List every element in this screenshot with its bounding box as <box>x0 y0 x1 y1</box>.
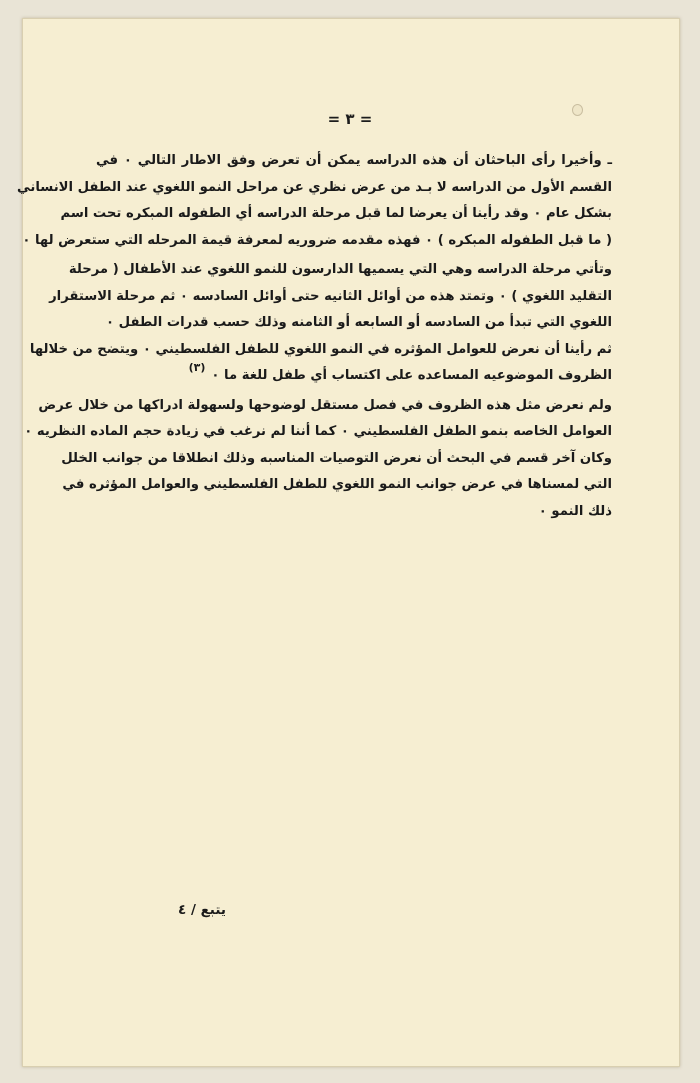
page-number: = ٣ = <box>327 110 373 128</box>
text-line: وكان آخر قسم في البحث أن نعرض التوصيات المناسبه وذلك انطلاقا من جوانب الخلل <box>61 450 612 466</box>
text-line: وتأتي مرحلة الدراسه وهي التي يسميها الدارسون للنمو اللغوي عند الأطفال ( مرحلة <box>68 262 612 277</box>
text-line: ( ما قبل الطفوله المبكره ) ٠ فهذه مقدمه ضروريه لمعرفة قيمة المرحله التي ستعرض لها ٠ <box>22 232 612 248</box>
text-line: ذلك النمو ٠ <box>538 503 612 519</box>
text-line: بشكل عام ٠ وقد رأينا أن يعرضا لما قبل مرحلة الدراسه أي الطفوله المبكره تحت اسم <box>60 206 612 221</box>
body-text <box>17 148 612 525</box>
footnote-reference: (٣) <box>188 361 206 374</box>
text-line: التي لمسناها في عرض جوانب النمو اللغوي للطفل الفلسطيني والعوامل المؤثره في <box>62 477 612 492</box>
text-line: العوامل الخاصه بنمو الطفل الفلسطيني ٠ كما أننا لم نرغب في زيادة حجم الماده النظريه ٠ <box>24 424 612 439</box>
text-line: ثم رأينا أن نعرض للعوامل المؤثره في النمو اللغوي للطفل الفلسطيني ٠ ويتضح من خلالها <box>29 341 612 357</box>
text-line: القسم الأول من الدراسه لا بـد من عرض نظري عن مراحل النمو اللغوي عند الطفل الانساني <box>17 179 612 195</box>
text-line: ولم نعرض مثل هذه الظروف في فصل مستقل لوضوحها ولسهولة ادراكها من خلال عرض <box>38 397 612 413</box>
continued-note: يتبع / ٤ <box>178 902 226 918</box>
text-line: التقليد اللغوي ) ٠ وتمتد هذه من أوائل الثانيه حتى أوائل السادسه ٠ ثم مرحلة الاستقرار <box>49 288 612 304</box>
text-line: اللغوي التي تبدأ من السادسه أو السابعه أو الثامنه وذلك حسب قدرات الطفل ٠ <box>106 315 612 330</box>
text-line-with-footnote <box>96 363 612 390</box>
text-line: الظروف الموضوعيه المساعده على اكتساب أي طفل للغة ما ٠ <box>211 368 612 383</box>
text-line: ـ وأخيرا رأى الباحثان أن هذه الدراسه يمكن أن تعرض وفق الاطار التالي ٠ في <box>96 153 612 168</box>
